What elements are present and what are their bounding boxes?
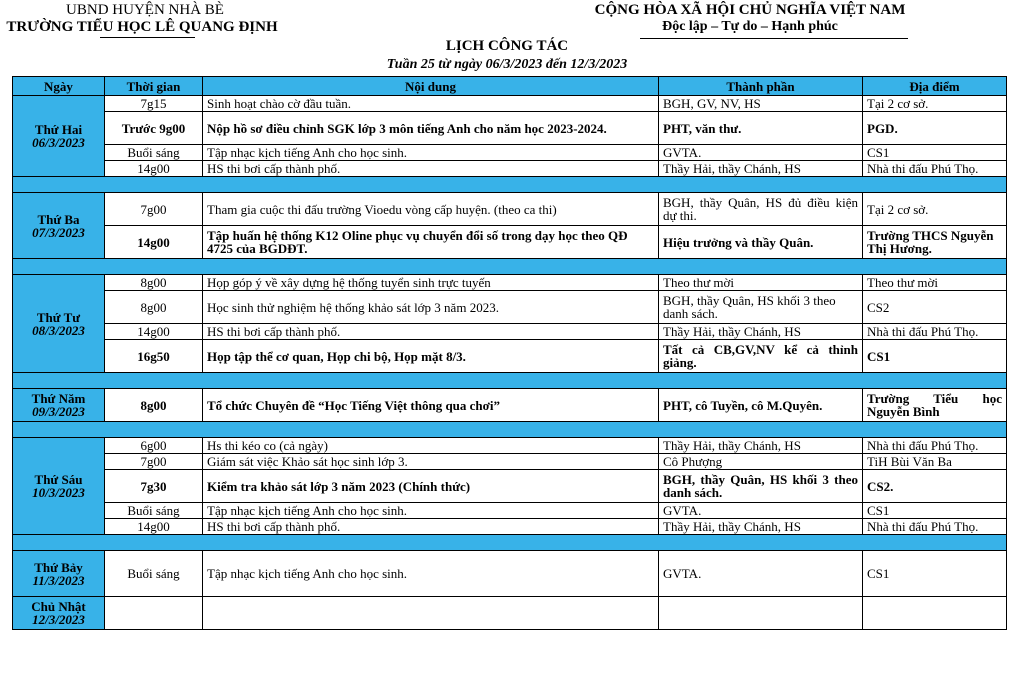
table-row: [13, 161, 1007, 177]
org-name-district: UBND HUYỆN NHÀ BÈ: [66, 2, 224, 18]
document-title: LỊCH CÔNG TÁC: [445, 38, 569, 54]
day-date: 11/3/2023: [32, 572, 85, 588]
separator-cell: [13, 373, 1007, 389]
day-name: Thứ Sáu: [34, 472, 83, 487]
place-cell: CS1: [863, 340, 1007, 373]
time-cell: 8g00: [105, 275, 203, 291]
day-cell-tuesday: [13, 193, 105, 259]
time-cell: Buổi sáng: [105, 551, 203, 597]
separator-row: [13, 259, 1007, 275]
members-cell: PHT, văn thư.: [659, 112, 863, 145]
content-cell: HS thi bơi cấp thành phố.: [203, 519, 659, 535]
day-cell-monday: [13, 96, 105, 177]
table-row: [13, 275, 1007, 291]
day-cell-friday: [13, 438, 105, 535]
document-subtitle: Tuần 25 từ ngày 06/3/2023 đến 12/3/2023: [386, 57, 628, 72]
content-cell: Kiểm tra khảo sát lớp 3 năm 2023 (Chính thức): [203, 470, 659, 503]
separator-row: [13, 177, 1007, 193]
content-cell: Nộp hồ sơ điều chỉnh SGK lớp 3 môn tiếng Anh cho năm học 2023-2024.: [203, 112, 659, 145]
separator-cell: [13, 177, 1007, 193]
time-cell: 16g50: [105, 340, 203, 373]
day-name: Thứ Năm: [31, 391, 86, 406]
members-cell: GVTA.: [659, 145, 863, 161]
table-row: [13, 389, 1007, 422]
table-row: [13, 340, 1007, 373]
day-date: 09/3/2023: [32, 404, 85, 419]
table-row: [13, 503, 1007, 519]
time-cell: [105, 597, 203, 630]
separator-cell: [13, 422, 1007, 438]
time-cell: 14g00: [105, 161, 203, 177]
day-cell-wednesday: [13, 275, 105, 373]
place-cell: Nhà thi đấu Phú Thọ.: [863, 438, 1007, 454]
place-cell: [863, 597, 1007, 630]
place-cell: Nhà thi đấu Phú Thọ.: [863, 161, 1007, 177]
separator-cell: [13, 535, 1007, 551]
content-cell: HS thi bơi cấp thành phố.: [203, 324, 659, 340]
members-cell: BGH, thầy Quân, HS khối 3 theo danh sách.: [659, 291, 863, 324]
time-cell: 8g00: [105, 291, 203, 324]
table-row: [13, 438, 1007, 454]
place-cell: Tại 2 cơ sở.: [863, 193, 1007, 226]
nation-title: CỘNG HÒA XÃ HỘI CHỦ NGHĨA VIỆT NAM: [594, 2, 906, 18]
table-row: [13, 112, 1007, 145]
members-cell: GVTA.: [659, 551, 863, 597]
table-row: [13, 96, 1007, 112]
column-header-time: Thời gian: [105, 77, 203, 96]
members-cell: [659, 597, 863, 630]
table-row: [13, 551, 1007, 597]
day-name: Thứ Bảy: [34, 559, 83, 575]
time-cell: Buổi sáng: [105, 503, 203, 519]
day-name: Chủ Nhật: [31, 599, 86, 614]
members-cell: BGH, thầy Quân, HS khối 3 theo danh sách.: [659, 470, 863, 503]
time-cell: 8g00: [105, 389, 203, 422]
day-name: Thứ Hai: [34, 122, 83, 137]
content-cell: Tập huấn hệ thống K12 Oline phục vụ chuyển đổi số trong dạy học theo QĐ 4725 của BGDĐT.: [203, 226, 659, 259]
members-cell: Cô Phượng: [659, 454, 863, 470]
members-cell: Thầy Hải, thầy Chánh, HS: [659, 324, 863, 340]
time-cell: Trước 9g00: [105, 112, 203, 145]
day-date: 07/3/2023: [32, 224, 85, 240]
day-date: 12/3/2023: [32, 612, 85, 627]
place-cell: Nhà thi đấu Phú Thọ.: [863, 519, 1007, 535]
column-header-place: Địa điểm: [863, 77, 1007, 96]
content-cell: Sinh hoạt chào cờ đầu tuần.: [203, 96, 659, 112]
separator-row: [13, 422, 1007, 438]
table-row: [13, 291, 1007, 324]
place-cell: TiH Bùi Văn Ba: [863, 454, 1007, 470]
time-cell: 7g00: [105, 454, 203, 470]
day-name: Thứ Ba: [37, 211, 80, 227]
day-date: 08/3/2023: [32, 322, 85, 338]
org-name-school: TRƯỜNG TIỂU HỌC LÊ QUANG ĐỊNH: [6, 19, 278, 35]
content-cell: Tập nhạc kịch tiếng Anh cho học sinh.: [203, 145, 659, 161]
time-cell: 14g00: [105, 324, 203, 340]
time-cell: Buổi sáng: [105, 145, 203, 161]
place-cell: Trường THCS Nguyễn Thị Hương.: [863, 226, 1007, 259]
content-cell: Giám sát việc Khảo sát học sinh lớp 3.: [203, 454, 659, 470]
day-cell-sunday: [13, 597, 105, 630]
place-cell: Nhà thi đấu Phú Thọ.: [863, 324, 1007, 340]
table-row: [13, 470, 1007, 503]
place-cell: Tại 2 cơ sở.: [863, 96, 1007, 112]
table-row: [13, 519, 1007, 535]
table-row: [13, 324, 1007, 340]
place-cell: CS1: [863, 551, 1007, 597]
time-cell: 6g00: [105, 438, 203, 454]
content-cell: Tham gia cuộc thi đấu trường Vioedu vòng cấp huyện. (theo ca thi): [203, 193, 659, 226]
place-cell: CS2: [863, 291, 1007, 324]
table-row: [13, 145, 1007, 161]
content-cell: Tập nhạc kịch tiếng Anh cho học sinh.: [203, 503, 659, 519]
time-cell: 14g00: [105, 519, 203, 535]
schedule-table: [12, 76, 1007, 630]
table-row: [13, 226, 1007, 259]
content-cell: [203, 597, 659, 630]
time-cell: 7g00: [105, 193, 203, 226]
column-header-content: Nội dung: [203, 77, 659, 96]
place-cell: Theo thư mời: [863, 275, 1007, 291]
separator-row: [13, 373, 1007, 389]
members-cell: Tất cả CB,GV,NV kể cả thỉnh giảng.: [659, 340, 863, 373]
table-row: [13, 454, 1007, 470]
content-cell: HS thi bơi cấp thành phố.: [203, 161, 659, 177]
members-cell: PHT, cô Tuyền, cô M.Quyên.: [659, 389, 863, 422]
members-cell: BGH, thầy Quân, HS đủ điều kiện dự thi.: [659, 193, 863, 226]
members-cell: Theo thư mời: [659, 275, 863, 291]
nation-motto: Độc lập – Tự do – Hạnh phúc: [662, 19, 838, 34]
place-cell: CS1: [863, 145, 1007, 161]
table-header-row: [13, 77, 1007, 96]
time-cell: 7g15: [105, 96, 203, 112]
table-row: [13, 597, 1007, 630]
content-cell: Học sinh thử nghiệm hệ thống khảo sát lớp 3 năm 2023.: [203, 291, 659, 324]
time-cell: 7g30: [105, 470, 203, 503]
members-cell: GVTA.: [659, 503, 863, 519]
place-cell: CS2.: [863, 470, 1007, 503]
members-cell: Hiệu trưởng và thầy Quân.: [659, 226, 863, 259]
members-cell: Thầy Hải, thầy Chánh, HS: [659, 519, 863, 535]
time-cell: 14g00: [105, 226, 203, 259]
content-cell: Họp góp ý về xây dựng hệ thống tuyển sinh trực tuyến: [203, 275, 659, 291]
separator-cell: [13, 259, 1007, 275]
content-cell: Họp tập thể cơ quan, Họp chi bộ, Họp mặt 8/3.: [203, 340, 659, 373]
table-row: [13, 193, 1007, 226]
place-cell: Trường Tiểu học Nguyễn Bình: [863, 389, 1007, 422]
day-cell-thursday: [13, 389, 105, 422]
day-cell-saturday: [13, 551, 105, 597]
content-cell: Tập nhạc kịch tiếng Anh cho học sinh.: [203, 551, 659, 597]
separator-row: [13, 535, 1007, 551]
column-header-members: Thành phần: [659, 77, 863, 96]
place-cell: CS1: [863, 503, 1007, 519]
day-date: 06/3/2023: [32, 135, 85, 150]
content-cell: Hs thi kéo co (cả ngày): [203, 438, 659, 454]
day-name: Thứ Tư: [36, 309, 81, 325]
members-cell: Thầy Hải, thầy Chánh, HS: [659, 161, 863, 177]
members-cell: BGH, GV, NV, HS: [659, 96, 863, 112]
members-cell: Thầy Hải, thầy Chánh, HS: [659, 438, 863, 454]
column-header-day: Ngày: [13, 77, 105, 96]
place-cell: PGD.: [863, 112, 1007, 145]
content-cell: Tổ chức Chuyên đề “Học Tiếng Việt thông qua chơi”: [203, 389, 659, 422]
day-date: 10/3/2023: [32, 485, 85, 500]
